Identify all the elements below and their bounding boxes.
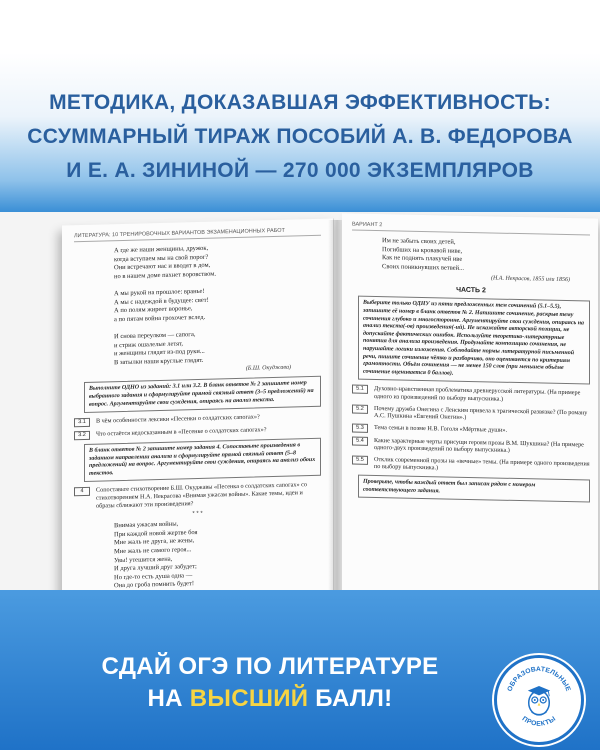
question-number: 3.2 <box>74 431 90 440</box>
question-5-4 <box>352 436 590 456</box>
part-2-title: ЧАСТЬ 2 <box>456 287 486 295</box>
question-number: 5.5 <box>352 455 368 464</box>
svg-text:ПРОЕКТЫ <box>521 715 558 727</box>
nekrasov-poem-end: Им не забыть своих детей, Погибших на кровавой ниве, Как не поднять плакучей иве Своих поникнувших ветвей... <box>382 237 464 272</box>
question-4 <box>74 481 321 510</box>
okudzhava-attribution: (Б.Ш. Окуджава) <box>245 364 291 373</box>
question-number: 5.2 <box>352 404 368 413</box>
logo-text-bottom: ПРОЕКТЫ <box>520 715 558 728</box>
tagline-line-2 <box>60 683 480 715</box>
logo-text-top: ОБРАЗОВАТЕЛЬНЫЕ <box>506 666 572 693</box>
question-5-1 <box>352 385 590 405</box>
question-text: Духовно-нравственная проблематика древнерусской литературы. (На примере одного из произведений по выбору выпускника.) <box>374 385 581 403</box>
nekrasov-poem: Внимая ужасам войны, При каждой новой жертве боя Мне жаль не друга, не жены, Мне жаль не самого героя... Увы! утешится жена, И друга лучший друг забудет; Но где-то есть душа одна — Она до гроба помнить будет! <box>114 520 198 590</box>
final-note-box: Проверьте, чтобы каждый ответ был записан рядом с номером соответствующего задания. <box>358 475 590 503</box>
question-text: Что остаётся недосказанным в «Песенке о солдатских сапогах»? <box>96 426 267 438</box>
right-running-head: ВАРИАНТ 2 <box>352 222 590 236</box>
question-text: В чём особенности лексики «Песенки о солдатских сапогах»? <box>96 413 260 425</box>
question-text: Какие характерные черты присущи героям прозы В.М. Шукшина? (На примере одного-двух произведений по выбору выпускника.) <box>374 436 584 455</box>
headline <box>20 86 580 188</box>
okudzhava-poem: А где же наши женщины, дружок, когда вступаем мы на свой порог? Они встречают нас и вводят в дом, но в нашем доме пахнет воровством. А мы рукой на прошлое: вранье! А мы с надеждой в будущее: свет! А по полям жиреет воронье, а по пятам война грохочет вслед. И снова переулком — сапога, и стриж ошалелые летят, и женщины глядят из-под руки... В затылки наши круглые глядят. <box>114 244 216 366</box>
question-5-2 <box>352 404 590 424</box>
question-number: 5.4 <box>352 436 368 445</box>
publisher-logo <box>494 655 584 745</box>
headline-line-2: ССУММАРНЫЙ ТИРАЖ ПОСОБИЙ А. В. ФЕДОРОВА <box>27 125 573 148</box>
headline-line-1: МЕТОДИКА, ДОКАЗАВШАЯ ЭФФЕКТИВНОСТЬ: <box>49 91 551 114</box>
question-text: Тема семьи в поэме Н.В. Гоголя «Мёртвые души». <box>374 423 508 434</box>
question-text: Почему дружба Онегина с Ленским привела к трагической развязке? (По роману А.С. Пушкина «Евгений Онегин».) <box>374 404 588 422</box>
owl-logo-icon <box>497 658 581 742</box>
tagline <box>60 651 480 715</box>
book-left-page <box>62 218 334 619</box>
instruction-box-2: В бланк ответов № 2 запишите номер задания 4. Сопоставьте произведения в заданном направлении анализа и сформулируйте прямой связный ответ (5–8 предложений) на вопрос. Аргументируйте свои суждения, опираясь на анализ обоих текстов. <box>84 438 321 483</box>
section-stars: * * * <box>192 511 203 518</box>
question-text: Отклик современной прозы на «вечные» темы. (На примере одного произведения по выбору выпускника.) <box>374 455 590 472</box>
open-book-image <box>42 212 598 618</box>
question-number: 5.3 <box>352 423 368 432</box>
question-number: 3.1 <box>74 418 90 427</box>
question-text: Сопоставьте стихотворение Б.Ш. Окуджавы «Песенка о солдатских сапогах» со стихотворением Н.А. Некрасова «Внимая ужасам войны». Какие темы, идеи и образы сближают эти произведения? <box>96 481 307 510</box>
tagline-line-1: СДАЙ ОГЭ ПО ЛИТЕРАТУРЕ <box>101 653 439 680</box>
question-number: 4 <box>74 487 90 496</box>
instruction-box-1: Выполните ОДНО из заданий: 3.1 или 3.2. В бланк ответов № 2 запишите номер выбранного задания и сформулируйте прямой связный ответ (3–5 предложений) на вопрос. Аргументируйте свои суждения, опираясь на анализ текста. <box>84 376 321 413</box>
question-5-3 <box>352 423 590 437</box>
question-5-5 <box>352 455 590 475</box>
book-right-page <box>342 213 598 616</box>
tagline-accent: ВЫСШИЙ <box>189 685 309 712</box>
left-running-head: ЛИТЕРАТУРА: 10 ТРЕНИРОВОЧНЫХ ВАРИАНТОВ ЭКЗАМЕНАЦИОННЫХ РАБОТ <box>74 227 321 242</box>
question-number: 5.1 <box>352 385 368 394</box>
instruction-box-3: Выберите только ОДНУ из пяти предложенных тем сочинений (5.1–5.5), запишите её номер в бланк ответов № 2. Напишите сочинение, раскрыв тему сочинения глубоко и многосторонне. Аргументируйте свои суждения, опираясь на анализ текста(-ов) произведения(-ий). Не искажайте авторской позиции, не допускайте фактических ошибок. Используйте теоретико-литературные понятия для анализа произведения. Продумайте композицию сочинения, не нарушайте логики изложения. Соблюдайте нормы литературной письменной речи, пишите сочинение чётко и разборчиво, оно оценивается по критериям грамотности. Объём сочинения — не менее 150 слов (при меньшем объёме сочинение оценивается 0 баллов). <box>358 296 590 385</box>
tagline-suffix: БАЛЛ! <box>308 685 393 712</box>
nekrasov-attribution: (Н.А. Некрасов, 1855 или 1856) <box>490 275 570 284</box>
headline-line-3: И Е. А. ЗИНИНОЙ — 270 000 ЭКЗЕМПЛЯРОВ <box>66 159 534 182</box>
tagline-prefix: НА <box>147 685 190 712</box>
